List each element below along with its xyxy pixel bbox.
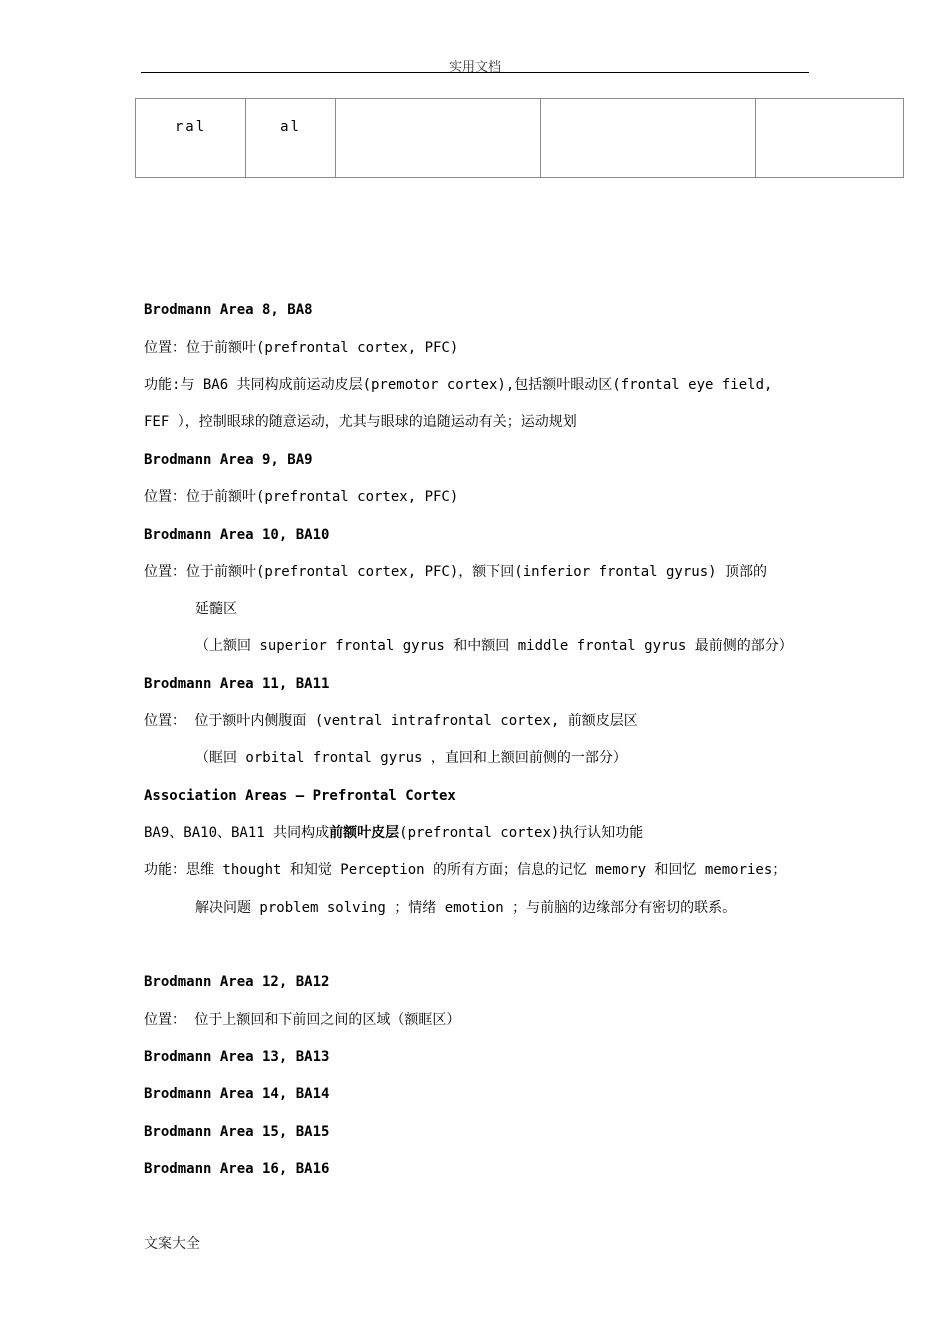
ba10-location-line2: 延髓区	[195, 601, 237, 617]
section-heading-ba14: Brodmann Area 14, BA14	[144, 1086, 330, 1102]
ba10-location-note: （上额回 superior frontal gyrus 和中额回 middle frontal gyrus 最前侧的部分）	[195, 638, 793, 654]
ba11-location-note: （眶回 orbital frontal gyrus ，直回和上额回前侧的一部分）	[195, 750, 627, 766]
table-cell: al	[246, 99, 336, 178]
section-heading-ba11: Brodmann Area 11, BA11	[144, 676, 330, 692]
page-footer-text: 文案大全	[144, 1236, 200, 1252]
ba8-location: 位置：位于前额叶(prefrontal cortex, PFC)	[144, 340, 459, 356]
ba8-function-line2: FEF ），控制眼球的随意运动，尤其与眼球的追随运动有关；运动规划	[144, 414, 577, 430]
ba10-location-line1: 位置：位于前额叶(prefrontal cortex, PFC)，额下回(inferior frontal gyrus) 顶部的	[144, 564, 768, 580]
association-summary-suffix: (prefrontal cortex)执行认知功能	[399, 825, 644, 841]
section-heading-ba13: Brodmann Area 13, BA13	[144, 1049, 330, 1065]
section-heading-ba15: Brodmann Area 15, BA15	[144, 1124, 330, 1140]
section-heading-ba10: Brodmann Area 10, BA10	[144, 527, 330, 543]
ba8-function-line1: 功能:与 BA6 共同构成前运动皮层(premotor cortex),包括额叶眼动区(frontal eye field,	[144, 377, 773, 393]
association-function-line2: 解决问题 problem solving ；情绪 emotion ；与前脑的边缘部分有密切的联系。	[195, 900, 737, 916]
association-summary-bold: 前额叶皮层	[329, 825, 400, 841]
association-function-line1: 功能：思维 thought 和知觉 Perception 的所有方面；信息的记忆 memory 和回忆 memories；	[144, 862, 787, 878]
table-cell	[336, 99, 541, 178]
section-heading-ba16: Brodmann Area 16, BA16	[144, 1161, 330, 1177]
section-heading-ba9: Brodmann Area 9, BA9	[144, 452, 313, 468]
table-cell	[756, 99, 904, 178]
section-heading-association: Association Areas – Prefrontal Cortex	[144, 788, 456, 804]
header-rule	[141, 72, 809, 73]
table-cell: ral	[136, 99, 246, 178]
association-summary	[144, 823, 643, 843]
association-summary-prefix: BA9、BA10、BA11 共同构成	[144, 825, 330, 841]
section-heading-ba8: Brodmann Area 8, BA8	[144, 302, 313, 318]
ba9-location: 位置：位于前额叶(prefrontal cortex, PFC)	[144, 489, 459, 505]
ba11-location: 位置： 位于额叶内侧腹面 (ventral intrafrontal cortex, 前额皮层区	[144, 713, 638, 729]
page-header-title: 实用文档	[448, 60, 501, 75]
ba12-location: 位置： 位于上额回和下前回之间的区域（额眶区）	[144, 1012, 461, 1028]
table-row	[136, 99, 904, 178]
table-cell	[541, 99, 756, 178]
table-fragment	[135, 98, 904, 178]
section-heading-ba12: Brodmann Area 12, BA12	[144, 974, 330, 990]
